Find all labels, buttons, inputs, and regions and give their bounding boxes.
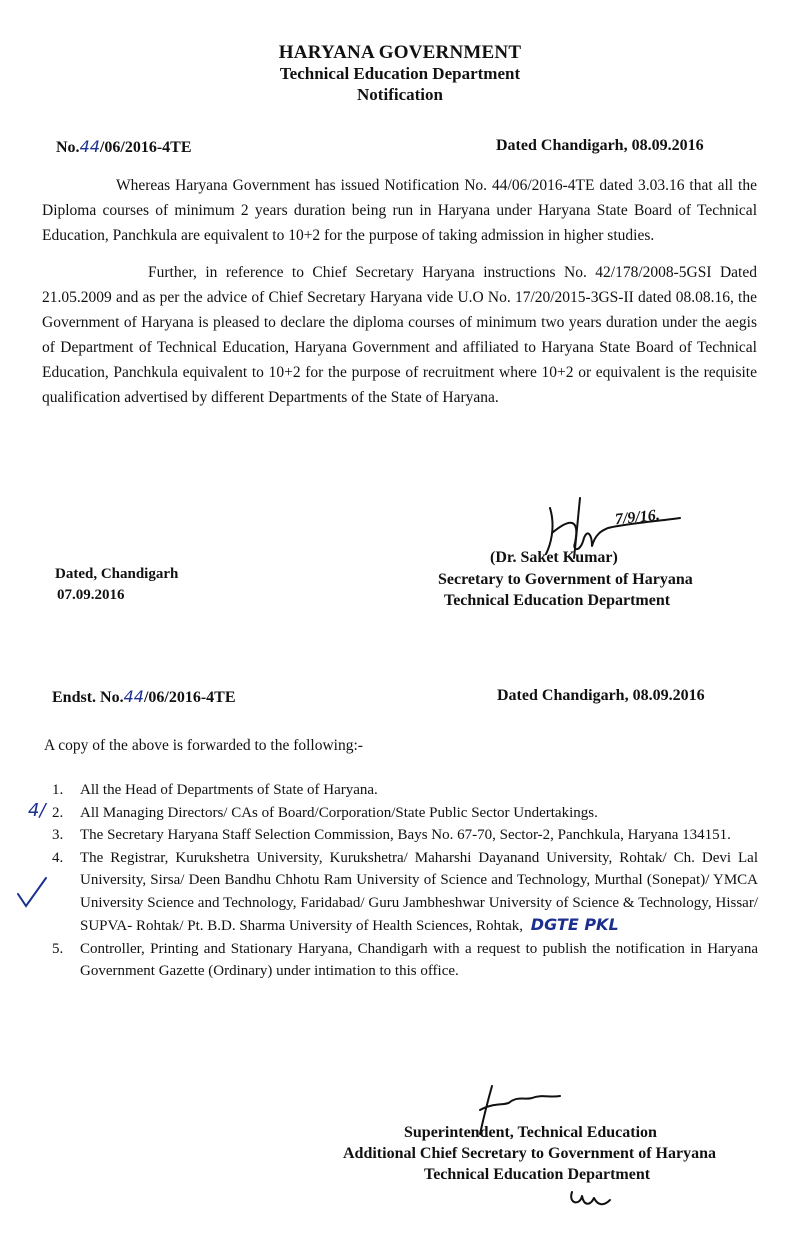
list-item-number: 5. xyxy=(52,940,64,957)
signatory2-line2: Additional Chief Secretary to Government of Haryana xyxy=(343,1145,716,1162)
endorsement-intro: A copy of the above is forwarded to the following:- xyxy=(44,737,363,754)
list-item-text: The Registrar, Kurukshetra University, Kurukshetra/ Maharshi Dayanand University, Rohtak/ Ch. Devi Lal University, Sirsa/ Deen Bandhu Chhotu Ram University of Science and Technology, Murthal (Sonepat)/ YMCA University Science and Technology, Faridabad/ Guru Jambheshwar University of Science & Technology, Hissar/ SUPVA- Rohtak/ Pt. B.D. Sharma University of Health Sciences, Rohtak, xyxy=(80,849,758,934)
margin-check-icon xyxy=(14,872,54,912)
distribution-list xyxy=(52,779,758,983)
endorsement-number xyxy=(52,687,236,707)
endorsement-date: Dated Chandigarh, 08.09.2016 xyxy=(497,687,705,704)
list-item xyxy=(52,779,758,802)
notification-number-handwritten: 44 xyxy=(79,137,100,156)
list-item-text: Controller, Printing and Stationary Haryana, Chandigarh with a request to publish the notification in Haryana Government Gazette (Ordinary) under intimation to this office. xyxy=(80,940,758,979)
header-department: Technical Education Department xyxy=(279,64,521,83)
signatory-designation: Secretary to Government of Haryana xyxy=(438,571,693,588)
header-government: HARYANA GOVERNMENT xyxy=(278,42,522,63)
list-item xyxy=(52,847,758,938)
signatory-department: Technical Education Department xyxy=(444,592,671,609)
signatory2-line1: Superintendent, Technical Education xyxy=(404,1124,657,1141)
endorsement-number-suffix: /06/2016-4TE xyxy=(143,689,236,706)
list-item-text: All the Head of Departments of State of Haryana. xyxy=(80,782,378,798)
notification-number xyxy=(56,137,191,157)
header-doc-type: Notification xyxy=(357,85,443,104)
margin-mark-2: 4/ xyxy=(28,800,46,821)
notification-date: Dated Chandigarh, 08.09.2016 xyxy=(496,137,704,154)
initials-scribble-icon xyxy=(566,1184,616,1214)
list-item xyxy=(52,824,758,847)
list-item xyxy=(52,802,758,825)
list-item-number: 4. xyxy=(52,849,64,866)
signature-place: Dated, Chandigarh xyxy=(55,566,179,582)
signatory-name: (Dr. Saket Kumar) xyxy=(490,549,618,566)
notification-number-suffix: /06/2016-4TE xyxy=(99,139,192,156)
list-item xyxy=(52,938,758,983)
notification-body xyxy=(42,173,757,410)
paragraph-2: Further, in reference to Chief Secretary Haryana instructions No. 42/178/2008-5GSI Dated 21.05.2009 and as per the advice of Chief Secretary Haryana vide U.O No. 17/20/2015-3GS-II dated 08.08.16, the Government of Haryana is pleased to declare the diploma courses of minimum two years duration under the aegis of Department of Technical Education, Haryana Government and affiliated to Haryana State Board of Technical Education, Panchkula equivalent to 10+2 for the purpose of recruitment where 10+2 or equivalent is the requisite qualification advertised by different Departments of the State of Haryana. xyxy=(42,264,757,406)
list-item-number: 2. xyxy=(52,804,64,821)
list-item-number: 3. xyxy=(52,827,64,843)
list-item-text: The Secretary Haryana Staff Selection Commission, Bays No. 67-70, Sector-2, Panchkula, Haryana 134151. xyxy=(80,827,731,843)
endorsement-number-prefix: Endst. No. xyxy=(52,689,124,706)
endorsement-number-handwritten: 44 xyxy=(123,687,144,706)
signature-date: 07.09.2016 xyxy=(57,587,125,603)
handwritten-addition: DGTE PKL xyxy=(530,915,619,934)
signatory2-line3: Technical Education Department xyxy=(424,1166,651,1183)
signature-handwritten-date: 7/9/16. xyxy=(614,506,661,529)
list-item-text: All Managing Directors/ CAs of Board/Corporation/State Public Sector Undertakings. xyxy=(80,804,598,821)
paragraph-1: Whereas Haryana Government has issued Notification No. 44/06/2016-4TE dated 3.03.16 that all the Diploma courses of minimum 2 years duration being run in Haryana under Haryana State Board of Technical Education, Panchkula are equivalent to 10+2 for the purpose of taking admission in higher studies. xyxy=(42,177,757,244)
list-item-number: 1. xyxy=(52,782,64,798)
notification-number-prefix: No. xyxy=(56,139,80,156)
